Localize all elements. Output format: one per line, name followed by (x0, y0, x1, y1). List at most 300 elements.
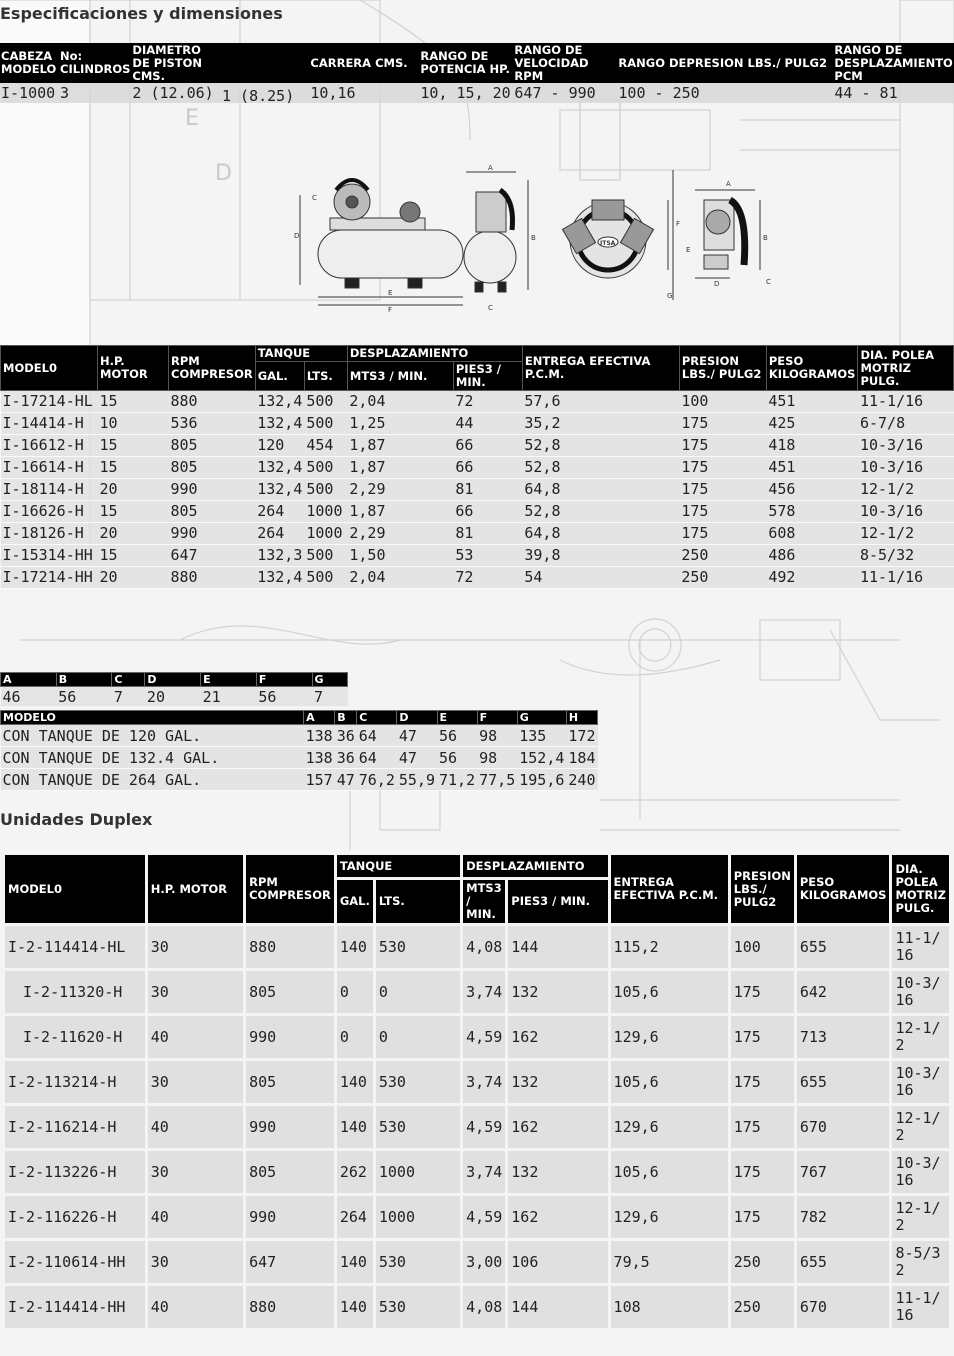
duplex-cell: 655 (797, 1061, 890, 1103)
model-cell: I-17214-HH (1, 567, 98, 589)
tank-dims-cell: 77,5 (479, 770, 516, 789)
model-cell: 15 (98, 435, 169, 457)
duplex-cell: 40 (148, 1196, 243, 1238)
duplex-cell: 105,6 (611, 1151, 728, 1193)
tank-dims-cell: 56 (437, 747, 477, 769)
model-cell: 132,4 (255, 413, 304, 435)
tank-dims-header: D (397, 711, 437, 725)
side-label: B (531, 234, 536, 242)
front-label: E (388, 289, 393, 297)
model-cell: 880 (169, 391, 256, 413)
model-cell: I-18114-H (1, 479, 98, 501)
tank-dims-cell: 76,2 (358, 770, 395, 789)
tank-dims-header: B (335, 711, 357, 725)
spec-cell: 10, 15, 20 (419, 83, 513, 103)
head-dims-cell: 20 (145, 687, 201, 707)
model-cell: 1,25 (347, 413, 453, 435)
model-row (1, 457, 954, 479)
duplex-header-modelo: MODEL0 (5, 855, 145, 923)
model-row (1, 523, 954, 545)
model-cell: 57,6 (522, 391, 679, 413)
duplex-row (5, 1106, 949, 1148)
tank-dims-cell: 71,2 (439, 770, 476, 789)
tank-dims-cell: CON TANQUE DE 264 GAL. (1, 769, 304, 791)
model-cell: 500 (304, 457, 347, 479)
model-cell: 10 (98, 413, 169, 435)
model-cell: 175 (679, 435, 766, 457)
header-gal: GAL. (255, 362, 304, 391)
model-cell: 52,8 (522, 457, 679, 479)
duplex-cell: 805 (246, 971, 334, 1013)
front-label: F (388, 306, 393, 314)
duplex-cell: 106 (508, 1241, 607, 1283)
duplex-cell: 162 (508, 1106, 607, 1148)
header-peso: PESO KILOGRAMOS (766, 346, 858, 391)
compressor-drawings (290, 160, 790, 320)
header-presion: PRESION LBS./ PULG2 (679, 346, 766, 391)
tank-dims-cell: CON TANQUE DE 120 GAL. (1, 725, 304, 747)
tank-dims-cell: 36 (336, 748, 355, 767)
front-label: D (294, 232, 300, 240)
model-cell: 132,4 (255, 479, 304, 501)
model-cell: 175 (679, 457, 766, 479)
tank-dims-header: G (517, 711, 566, 725)
spec-header-row (0, 43, 954, 83)
spec-cell: 100 - 250 (617, 83, 833, 103)
head-label: C (766, 278, 771, 286)
tank-dims-header: C (357, 711, 397, 725)
model-cell: 44 (453, 413, 522, 435)
model-row (1, 479, 954, 501)
duplex-cell: 805 (246, 1151, 334, 1193)
tank-dims-row (1, 769, 598, 791)
tank-dims-cell: 36 (336, 726, 355, 745)
model-cell: 456 (766, 479, 858, 501)
tank-dims-header: E (437, 711, 477, 725)
spec-cell: 3 (59, 83, 131, 103)
duplex-header-rpm: RPM COMPRESOR (246, 855, 334, 923)
duplex-cell: I-2-114414-HL (5, 926, 145, 968)
duplex-cell: I-2-11620-H (5, 1016, 145, 1058)
duplex-cell: 0 (376, 1016, 460, 1058)
spec-cell-piston-2: 1 (8.25) (222, 87, 295, 105)
duplex-cell: I-2-113226-H (5, 1151, 145, 1193)
duplex-cell: I-2-116226-H (5, 1196, 145, 1238)
head-dims-header-row (1, 673, 348, 687)
header-hp: H.P. MOTOR (98, 346, 169, 391)
duplex-cell: 162 (508, 1016, 607, 1058)
spec-header (221, 43, 309, 83)
model-cell: 454 (304, 435, 347, 457)
model-cell: 990 (169, 523, 256, 545)
duplex-cell: 3,74 (463, 971, 505, 1013)
tank-dims-cell: 55,9 (398, 770, 435, 789)
tank-dims-cell: 56 (437, 725, 477, 747)
tank-dims-cell: 157 (305, 770, 333, 789)
duplex-cell: 132 (508, 971, 607, 1013)
model-cell: I-16612-H (1, 435, 98, 457)
duplex-cell: 140 (337, 926, 373, 968)
duplex-cell: 3,00 (463, 1241, 505, 1283)
model-cell: 1,87 (347, 435, 453, 457)
tank-dims-table (0, 710, 598, 791)
duplex-cell: 129,6 (611, 1016, 728, 1058)
model-cell: 66 (453, 435, 522, 457)
duplex-cell: 880 (246, 1286, 334, 1328)
model-cell: 451 (766, 391, 858, 413)
spec-header: CABEZA MODELO (0, 43, 59, 83)
model-cell: 81 (453, 479, 522, 501)
model-cell: 132,4 (255, 457, 304, 479)
model-cell: 608 (766, 523, 858, 545)
duplex-cell: 670 (797, 1106, 890, 1148)
duplex-cell: 115,2 (611, 926, 728, 968)
model-cell: 72 (453, 391, 522, 413)
spec-cell: I-1000 (0, 83, 59, 103)
model-cell: 500 (304, 479, 347, 501)
duplex-cell: I-2-113214-H (5, 1061, 145, 1103)
tank-dims-cell: 98 (477, 747, 517, 769)
model-cell: 578 (766, 501, 858, 523)
duplex-cell: 132 (508, 1151, 607, 1193)
tank-dims-cell: 172 (568, 726, 596, 745)
model-cell: 250 (679, 567, 766, 589)
model-cell: 880 (169, 567, 256, 589)
head-dims-cell: 46 (1, 687, 57, 707)
duplex-table (2, 852, 952, 1331)
model-cell: I-14414-H (1, 413, 98, 435)
header-pies3: PIES3 / MIN. (453, 362, 522, 391)
model-cell: 264 (255, 523, 304, 545)
model-cell: 425 (766, 413, 858, 435)
model-cell: 1,87 (347, 457, 453, 479)
tank-dims-header: H (566, 711, 597, 725)
head-label: G (667, 292, 673, 300)
model-cell: 500 (304, 545, 347, 567)
duplex-cell: 12-1/2 (892, 1016, 949, 1058)
tank-dims-cell: 138 (305, 748, 333, 767)
head-dims-cell: 21 (201, 687, 257, 707)
spec-table (0, 43, 954, 103)
models-header-row (1, 346, 954, 362)
head-label: A (726, 180, 731, 188)
head-dims-header: C (112, 673, 145, 687)
duplex-heading: Unidades Duplex (0, 810, 153, 829)
tank-dims-body (1, 725, 598, 791)
header-desplazamiento: DESPLAZAMIENTO (347, 346, 522, 362)
duplex-cell: 782 (797, 1196, 890, 1238)
side-label: A (488, 164, 493, 172)
duplex-cell: 79,5 (611, 1241, 728, 1283)
model-cell: 15 (98, 391, 169, 413)
header-rpm: RPM COMPRESOR (169, 346, 256, 391)
model-cell: 418 (766, 435, 858, 457)
nameplate-label: ITSA (600, 240, 616, 247)
duplex-cell: 990 (246, 1016, 334, 1058)
duplex-header-pies3: PIES3 / MIN. (508, 880, 607, 923)
duplex-row (5, 1151, 949, 1193)
duplex-cell: 129,6 (611, 1106, 728, 1148)
model-row (1, 501, 954, 523)
duplex-cell: 1000 (376, 1151, 460, 1193)
head-dims-cell: 56 (56, 687, 112, 707)
tank-dims-cell: 64 (357, 747, 397, 769)
tank-dims-cell: 47 (397, 725, 437, 747)
duplex-header-desplazamiento: DESPLAZAMIENTO (463, 855, 607, 877)
duplex-row (5, 1061, 949, 1103)
duplex-cell: 0 (337, 1016, 373, 1058)
duplex-cell: 140 (337, 1061, 373, 1103)
model-cell: 52,8 (522, 501, 679, 523)
model-cell: 451 (766, 457, 858, 479)
head-dims-header: A (1, 673, 57, 687)
tank-dims-cell: 152,4 (519, 748, 565, 767)
duplex-cell: 144 (508, 926, 607, 968)
model-cell: 132,3 (255, 545, 304, 567)
duplex-cell: 642 (797, 971, 890, 1013)
duplex-cell: 40 (148, 1286, 243, 1328)
model-cell: 66 (453, 501, 522, 523)
model-cell: 10-3/16 (858, 501, 954, 523)
model-cell: 132,4 (255, 391, 304, 413)
model-cell: 500 (304, 391, 347, 413)
header-modelo: MODEL0 (1, 346, 98, 391)
duplex-cell: I-2-11320-H (5, 971, 145, 1013)
duplex-cell: 105,6 (611, 1061, 728, 1103)
duplex-cell: 175 (731, 971, 794, 1013)
duplex-cell: 12-1/2 (892, 1196, 949, 1238)
duplex-cell: I-2-110614-HH (5, 1241, 145, 1283)
model-cell: 81 (453, 523, 522, 545)
duplex-header-polea: DIA. POLEA MOTRIZ PULG. (892, 855, 949, 923)
duplex-row (5, 1016, 949, 1058)
model-cell: 805 (169, 435, 256, 457)
header-lts: LTS. (304, 362, 347, 391)
duplex-cell: 175 (731, 1016, 794, 1058)
duplex-cell: 10-3/16 (892, 1061, 949, 1103)
model-cell: 8-5/32 (858, 545, 954, 567)
duplex-cell: 10-3/16 (892, 1151, 949, 1193)
duplex-cell: 4,59 (463, 1106, 505, 1148)
tank-dims-header-row (1, 711, 598, 725)
header-tanque: TANQUE (255, 346, 347, 362)
tank-dims-cell: 98 (477, 725, 517, 747)
duplex-cell: 4,59 (463, 1196, 505, 1238)
duplex-cell: 880 (246, 926, 334, 968)
duplex-cell: 30 (148, 926, 243, 968)
model-cell: 486 (766, 545, 858, 567)
model-cell: 20 (98, 523, 169, 545)
duplex-cell: 530 (376, 1106, 460, 1148)
duplex-cell: 140 (337, 1241, 373, 1283)
model-cell: I-17214-HL (1, 391, 98, 413)
model-cell: 264 (255, 501, 304, 523)
model-cell: 11-1/16 (858, 567, 954, 589)
head-dims-table (0, 672, 348, 706)
duplex-cell: 0 (337, 971, 373, 1013)
duplex-row (5, 926, 949, 968)
duplex-cell: 4,59 (463, 1016, 505, 1058)
duplex-header-row (5, 855, 949, 877)
head-side-drawing (695, 190, 760, 278)
spec-header: No: CILINDROS (59, 43, 131, 83)
duplex-cell: 129,6 (611, 1196, 728, 1238)
front-view-drawing (300, 180, 463, 305)
spec-row (0, 83, 954, 103)
duplex-cell: 175 (731, 1196, 794, 1238)
side-view-drawing (464, 172, 528, 292)
duplex-header-entrega: ENTREGA EFECTIVA P.C.M. (611, 855, 728, 923)
tank-dims-cell: 195,6 (519, 770, 565, 789)
model-row (1, 435, 954, 457)
head-dims-header: E (201, 673, 257, 687)
head-dims-header: F (256, 673, 312, 687)
duplex-cell: 144 (508, 1286, 607, 1328)
duplex-cell: 4,08 (463, 926, 505, 968)
head-dims-header: G (312, 673, 347, 687)
model-cell: 175 (679, 413, 766, 435)
duplex-cell: I-2-116214-H (5, 1106, 145, 1148)
tank-dims-cell: 138 (305, 726, 333, 745)
model-cell: 805 (169, 457, 256, 479)
duplex-header-presion: PRESION LBS./ PULG2 (731, 855, 794, 923)
spec-header: RANGO DEPRESION LBS./ PULG2 (617, 43, 833, 83)
tank-dims-cell: 240 (568, 770, 596, 789)
spec-header: CARRERA CMS. (309, 43, 419, 83)
model-cell: 64,8 (522, 479, 679, 501)
head-dims-cell: 56 (256, 687, 312, 707)
side-label: C (488, 304, 493, 312)
model-cell: 500 (304, 413, 347, 435)
duplex-cell: 10-3/16 (892, 971, 949, 1013)
duplex-header-lts: LTS. (376, 880, 460, 923)
header-polea: DIA. POLEA MOTRIZ PULG. (858, 346, 954, 391)
model-cell: 35,2 (522, 413, 679, 435)
model-cell: I-16626-H (1, 501, 98, 523)
model-cell: 52,8 (522, 435, 679, 457)
tank-dims-cell: 135 (517, 725, 566, 747)
duplex-header-hp: H.P. MOTOR (148, 855, 243, 923)
duplex-cell: 530 (376, 1061, 460, 1103)
model-cell: 11-1/16 (858, 391, 954, 413)
duplex-cell: 105,6 (611, 971, 728, 1013)
tank-dims-cell: CON TANQUE DE 132.4 GAL. (1, 747, 304, 769)
tank-dims-row (1, 725, 598, 747)
models-body (1, 391, 954, 589)
model-row (1, 391, 954, 413)
model-cell: 250 (679, 545, 766, 567)
tank-dims-cell: 184 (568, 748, 596, 767)
head-dims-row (1, 687, 348, 707)
duplex-cell: 30 (148, 1061, 243, 1103)
duplex-cell: 132 (508, 1061, 607, 1103)
header-mts3: MTS3 / MIN. (347, 362, 453, 391)
tank-dims-header: F (477, 711, 517, 725)
model-cell: 175 (679, 479, 766, 501)
model-cell: I-18126-H (1, 523, 98, 545)
duplex-cell: 1000 (376, 1196, 460, 1238)
duplex-cell: 990 (246, 1106, 334, 1148)
head-label: E (686, 246, 691, 254)
spec-header: DIAMETRO DE PISTON CMS. (131, 43, 221, 83)
model-cell: 1000 (304, 523, 347, 545)
head-label: B (763, 234, 768, 242)
model-cell: 132,4 (255, 567, 304, 589)
duplex-cell: 530 (376, 926, 460, 968)
model-cell: 805 (169, 501, 256, 523)
model-cell: 39,8 (522, 545, 679, 567)
duplex-row (5, 1286, 949, 1328)
model-cell: 120 (255, 435, 304, 457)
model-cell: 2,29 (347, 523, 453, 545)
tank-dims-row (1, 747, 598, 769)
duplex-cell: 11-1/16 (892, 1286, 949, 1328)
duplex-header-gal: GAL. (337, 880, 373, 923)
model-cell: 15 (98, 457, 169, 479)
duplex-cell: 264 (337, 1196, 373, 1238)
model-cell: 1,50 (347, 545, 453, 567)
duplex-cell: 140 (337, 1106, 373, 1148)
model-cell: 15 (98, 545, 169, 567)
duplex-cell: 3,74 (463, 1151, 505, 1193)
duplex-cell: 655 (797, 926, 890, 968)
head-dims-header: D (145, 673, 201, 687)
model-cell: 175 (679, 523, 766, 545)
duplex-row (5, 971, 949, 1013)
duplex-cell: 262 (337, 1151, 373, 1193)
duplex-header-mts3: MTS3 / MIN. (463, 880, 505, 923)
model-cell: I-15314-HH (1, 545, 98, 567)
tank-dims-header: MODELO (1, 711, 304, 725)
spec-heading: Especificaciones y dimensiones (0, 4, 283, 23)
head-dims-header: B (56, 673, 112, 687)
duplex-cell: I-2-114414-HH (5, 1286, 145, 1328)
duplex-cell: 12-1/2 (892, 1106, 949, 1148)
duplex-cell: 162 (508, 1196, 607, 1238)
head-label: D (714, 280, 720, 288)
duplex-cell: 40 (148, 1106, 243, 1148)
model-cell: 72 (453, 567, 522, 589)
model-cell: 536 (169, 413, 256, 435)
spec-header: RANGO DE POTENCIA HP. (419, 43, 513, 83)
duplex-row (5, 1196, 949, 1238)
model-cell: 990 (169, 479, 256, 501)
model-cell: I-16614-H (1, 457, 98, 479)
spec-cell: 2 (12.06) (131, 83, 309, 103)
duplex-cell: 990 (246, 1196, 334, 1238)
duplex-cell: 530 (376, 1241, 460, 1283)
svg-text:E: E (185, 106, 199, 131)
head-dims-cell: 7 (112, 687, 145, 707)
duplex-cell: 175 (731, 1061, 794, 1103)
duplex-cell: 713 (797, 1016, 890, 1058)
model-row (1, 545, 954, 567)
duplex-cell: 530 (376, 1286, 460, 1328)
model-row (1, 567, 954, 589)
duplex-cell: 30 (148, 1151, 243, 1193)
model-cell: 53 (453, 545, 522, 567)
models-table (0, 345, 954, 589)
duplex-row (5, 1241, 949, 1283)
duplex-cell: 100 (731, 926, 794, 968)
model-cell: 1,87 (347, 501, 453, 523)
model-cell: 10-3/16 (858, 457, 954, 479)
model-cell: 20 (98, 479, 169, 501)
duplex-cell: 3,74 (463, 1061, 505, 1103)
model-cell: 492 (766, 567, 858, 589)
duplex-cell: 175 (731, 1151, 794, 1193)
model-cell: 54 (522, 567, 679, 589)
